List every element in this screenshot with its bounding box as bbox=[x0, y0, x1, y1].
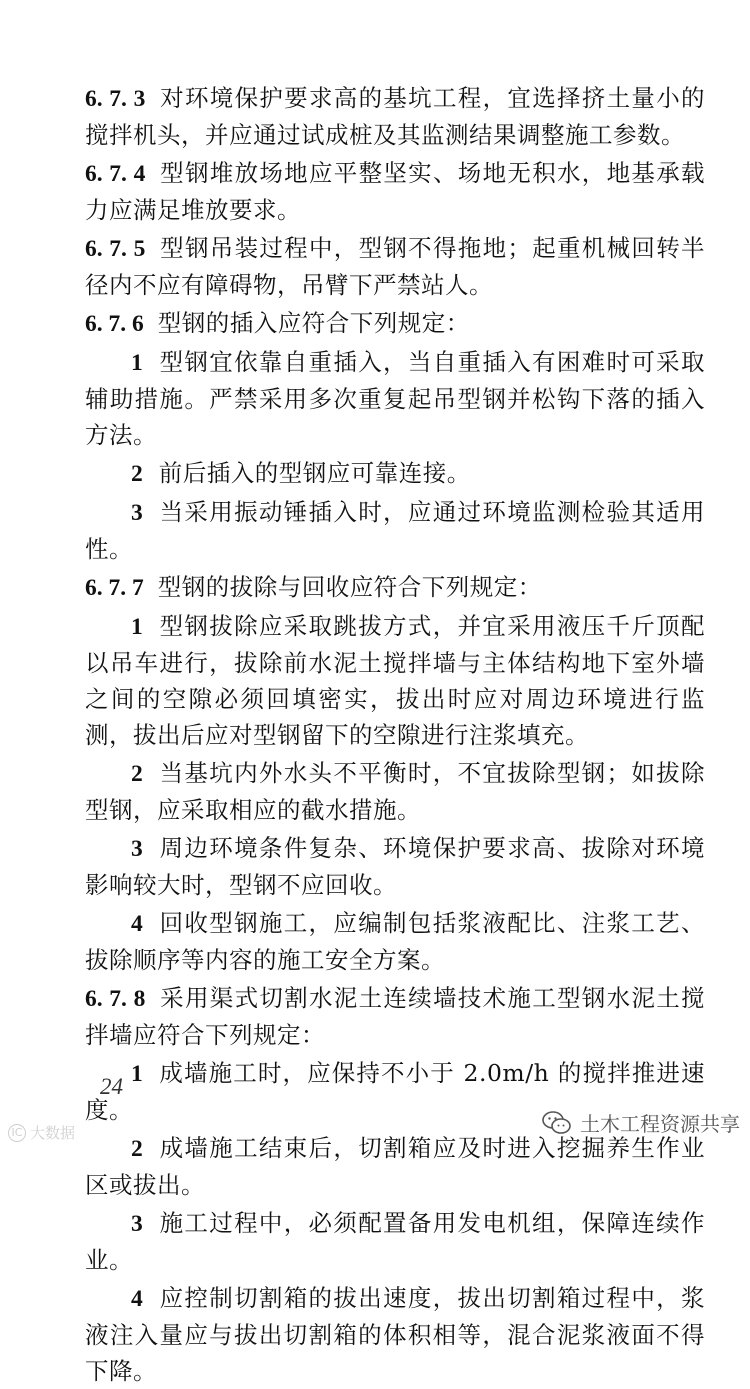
item-text: 前后插入的型钢应可靠连接。 bbox=[158, 459, 471, 487]
item-text: 型钢宜依靠自重插入，当自重插入有困难时可采取辅助措施。严禁采用多次重复起吊型钢并松钩下落的插入方法。 bbox=[85, 348, 705, 449]
watermark-left-text: 大数据 bbox=[30, 1124, 76, 1142]
item-number: 1 bbox=[131, 614, 143, 640]
item-number: 2 bbox=[131, 461, 143, 487]
item-text: 当采用振动锤插入时，应通过环境监测检验其适用性。 bbox=[85, 498, 705, 563]
watermark-right-text: 土木工程资源共享 bbox=[580, 1112, 740, 1136]
list-item bbox=[85, 1130, 705, 1203]
list-item bbox=[85, 1205, 705, 1278]
list-item bbox=[85, 455, 705, 492]
list-item bbox=[85, 494, 705, 567]
item-number: 3 bbox=[131, 1211, 143, 1237]
clause-6-7-3 bbox=[85, 80, 705, 153]
clause-number: 6. 7. 4 bbox=[85, 161, 146, 187]
clause-6-7-5 bbox=[85, 230, 705, 303]
clause-number: 6. 7. 5 bbox=[85, 236, 146, 262]
clause-text: 型钢的拔除与回收应符合下列规定： bbox=[157, 573, 542, 601]
clause-6-7-6 bbox=[85, 305, 705, 342]
list-item bbox=[85, 830, 705, 903]
clause-number: 6. 7. 3 bbox=[85, 86, 146, 112]
item-text: 成墙施工结束后，切割箱应及时进入挖掘养生作业区或拔出。 bbox=[85, 1134, 705, 1199]
clause-text: 型钢的插入应符合下列规定： bbox=[157, 309, 470, 337]
list-item bbox=[85, 344, 705, 453]
clause-text: 采用渠式切割水泥土连续墙技术施工型钢水泥土搅拌墙应符合下列规定： bbox=[85, 984, 706, 1049]
list-item bbox=[85, 1280, 705, 1389]
clause-number: 6. 7. 8 bbox=[85, 986, 146, 1012]
clause-6-7-8 bbox=[85, 980, 705, 1053]
wechat-icon bbox=[542, 1110, 572, 1136]
item-text: 应控制切割箱的拔出速度，拔出切割箱过程中，浆液注入量应与拔出切割箱的体积相等，混合泥浆液面不得下降。 bbox=[85, 1284, 705, 1385]
watermark-left bbox=[8, 1122, 75, 1143]
clause-text: 对环境保护要求高的基坑工程，宜选择挤土量小的搅拌机头，并应通过试成桩及其监测结果调整施工参数。 bbox=[85, 84, 706, 149]
item-text: 当基坑内外水头不平衡时，不宜拔除型钢；如拔除型钢，应采取相应的截水措施。 bbox=[85, 759, 705, 824]
item-number: 2 bbox=[131, 761, 143, 787]
list-item bbox=[85, 608, 705, 753]
item-number: 4 bbox=[131, 911, 143, 937]
item-number: 3 bbox=[131, 500, 143, 526]
item-number: 4 bbox=[131, 1286, 143, 1312]
item-number: 1 bbox=[131, 350, 143, 376]
page-number: 24 bbox=[100, 1074, 123, 1099]
clause-6-7-4 bbox=[85, 155, 705, 228]
clause-number: 6. 7. 6 bbox=[85, 311, 144, 337]
list-item bbox=[85, 755, 705, 828]
item-number: 1 bbox=[131, 1061, 143, 1087]
item-text: 施工过程中，必须配置备用发电机组，保障连续作业。 bbox=[85, 1209, 705, 1274]
clause-6-7-7 bbox=[85, 569, 705, 606]
watermark-right bbox=[542, 1108, 740, 1137]
clause-text: 型钢吊装过程中，型钢不得拖地；起重机械回转半径内不应有障碍物，吊臂下严禁站人。 bbox=[85, 234, 706, 299]
item-number: 3 bbox=[131, 836, 143, 862]
item-number: 2 bbox=[131, 1136, 143, 1162]
clause-number: 6. 7. 7 bbox=[85, 575, 144, 601]
document-body bbox=[85, 80, 705, 1389]
clause-text: 型钢堆放场地应平整坚实、场地无积水，地基承载力应满足堆放要求。 bbox=[85, 159, 706, 224]
item-text: 回收型钢施工，应编制包括浆液配比、注浆工艺、拔除顺序等内容的施工安全方案。 bbox=[85, 909, 705, 974]
item-text: 成墙施工时，应保持不小于 2.0m/h 的搅拌推进速度。 bbox=[85, 1059, 705, 1124]
list-item bbox=[85, 905, 705, 978]
item-text: 周边环境条件复杂、环境保护要求高、拔除对环境影响较大时，型钢不应回收。 bbox=[85, 834, 705, 899]
item-text: 型钢拔除应采取跳拔方式，并宜采用液压千斤顶配以吊车进行，拔除前水泥土搅拌墙与主体结构地下室外墙之间的空隙必须回填密实，拔出时应对周边环境进行监测，拔出后应对型钢留下的空隙进行注浆填充。 bbox=[85, 612, 705, 749]
watermark-badge: IC bbox=[8, 1124, 26, 1142]
